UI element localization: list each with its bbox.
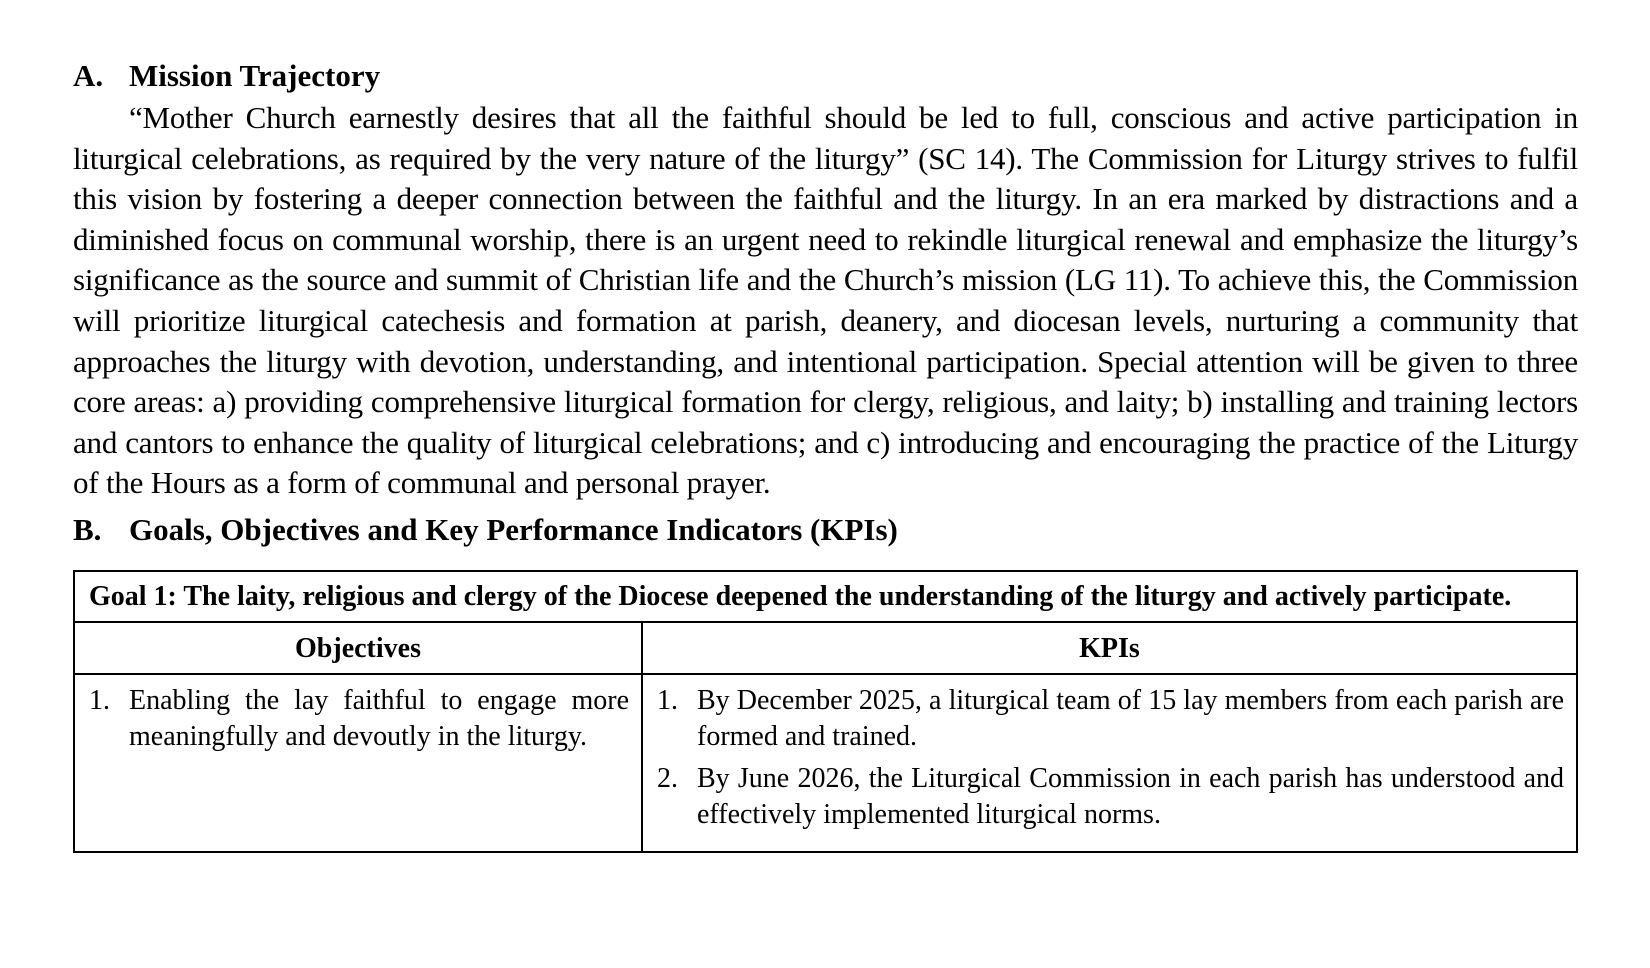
kpi-text: By June 2026, the Liturgical Commission in each parish has understood and effectively implemented liturgical norms.	[697, 762, 1564, 830]
kpi-text: By December 2025, a liturgical team of 15 lay members from each parish are formed and trained.	[697, 684, 1564, 752]
objectives-list	[89, 683, 629, 755]
goal-cell: Goal 1: The laity, religious and clergy of the Diocese deepened the understanding of the liturgy and actively participate.	[74, 571, 1577, 622]
goal-row	[74, 571, 1577, 622]
document-page	[73, 56, 1578, 853]
section-b-heading	[73, 510, 1578, 550]
kpis-header: KPIs	[642, 622, 1577, 674]
goals-table	[73, 570, 1578, 853]
section-a-letter: A.	[73, 58, 104, 93]
objectives-header: Objectives	[74, 622, 642, 674]
kpi-number: 2.	[657, 762, 678, 794]
list-item	[89, 683, 629, 755]
mission-paragraph: “Mother Church earnestly desires that all the faithful should be led to full, conscious and active participation in liturgical celebrations, as required by the very nature of the liturgy” (SC 14). The Commission for Liturgy strives to fulfil this vision by fostering a deeper connection between the faithful and the liturgy. In an era marked by distractions and a diminished focus on communal worship, there is an urgent need to rekindle liturgical renewal and emphasize the liturgy’s significance as the source and summit of Christian life and the Church’s mission (LG 11). To achieve this, the Commission will prioritize liturgical catechesis and formation at parish, deanery, and diocesan levels, nurturing a community that approaches the liturgy with devotion, understanding, and intentional participation. Special attention will be given to three core areas: a) providing comprehensive liturgical formation for clergy, religious, and laity; b) installing and training lectors and cantors to enhance the quality of liturgical celebrations; and c) introducing and encouraging the practice of the Liturgy of the Hours as a form of communal and personal prayer.	[73, 100, 1578, 501]
header-row	[74, 622, 1577, 674]
objectives-cell	[74, 674, 642, 852]
list-item	[657, 683, 1564, 755]
kpis-list	[657, 683, 1564, 833]
section-b-title: Goals, Objectives and Key Performance Indicators (KPIs)	[129, 511, 898, 547]
kpi-number: 1.	[657, 684, 678, 716]
section-a-heading	[73, 56, 1578, 96]
objective-number: 1.	[89, 684, 110, 716]
list-item	[657, 761, 1564, 833]
objective-text: Enabling the lay faithful to engage more meaningfully and devoutly in the liturgy.	[129, 684, 629, 752]
table-row	[74, 674, 1577, 852]
section-b-letter: B.	[73, 511, 102, 547]
kpis-cell	[642, 674, 1577, 852]
section-a-title: Mission Trajectory	[129, 58, 381, 93]
